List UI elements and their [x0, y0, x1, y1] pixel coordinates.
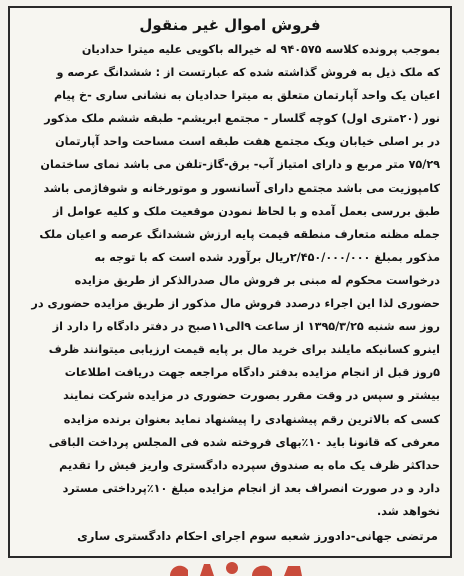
notice-line: دارد و در صورت انصراف بعد از انجام مزایده مبلغ ۱۰٪پرداختی مسترد	[62, 481, 440, 495]
notice-line: کسی که بالاترین رقم پیشنهادی را پیشنهاد نماید بعنوان برنده مزایده	[63, 412, 440, 426]
notice-line: درخواست محکوم له مبنی بر فروش مال صدرالذکر از طریق مزایده	[74, 273, 440, 287]
notice-line: حضوری لذا این اجراء درصدد فروش مال مذکور از طریق مزایده حضوری در	[31, 297, 440, 311]
notice-line: بموجب پرونده کلاسه ۹۴۰۵۷۵ له خیراله باکویی علیه میترا حدادیان	[81, 43, 440, 56]
notice-line: نخواهد شد.	[377, 504, 440, 518]
notice-line: ۵روز قبل از انجام مزایده بدفتر دادگاه مراجعه جهت دریافت اطلاعات	[64, 366, 440, 380]
notice-title: فروش اموال غیر منقول	[139, 16, 321, 34]
notice-line: جمله مظنه متعارف منطقه قیمت پایه ارزش ششدانگ عرصه و اعیان ملک	[39, 227, 440, 241]
notice-line: طبق بررسی بعمل آمده و با لحاظ نمودن موقعیت ملک و کلیه عوامل از	[52, 204, 440, 218]
notice-line: مذکور بمبلغ ۲/۴۵۰/۰۰۰/۰۰۰ریال برآورد شده است که با توجه به	[94, 250, 440, 264]
notice-frame	[8, 6, 452, 558]
notice-line: در بر اصلی خیابان ویک مجتمع هفت طبقه است مساحت واحد آپارتمان	[55, 135, 440, 149]
notice-line: اینرو کسانیکه مایلند برای خرید مال بر پایه قیمت ارزیابی میتوانند ظرف	[48, 343, 440, 357]
notice-line: روز سه شنبه ۱۳۹۵/۳/۲۵ از ساعت ۹الی۱۱صبح در دفتر دادگاه را دارد از	[52, 320, 440, 334]
publisher-logo-fragment	[160, 558, 310, 576]
notice-line: کامپوزیت می باشد مجتمع دارای آسانسور و موتورخانه و شوفاژمی باشد	[43, 181, 440, 195]
notice-line: بیشتر و سپس در وقت مقرر بصورت حضوری در مزایده شرکت نمایند	[63, 389, 440, 403]
signature-line: مرتضی جهانی-دادورز شعبه سوم اجرای احکام دادگستری ساری	[77, 528, 438, 543]
notice-line: اعیان یک واحد آپارتمان متعلق به میترا حدادیان به نشانی ساری -خ پیام	[53, 89, 440, 103]
notice-line: نور (۲۰متری اول) کوچه گلسار - مجتمع ابریشم- طبقه ششم ملک مذکور	[44, 112, 440, 126]
notice-line: ۷۵/۲۹ متر مربع و دارای امتیاز آب- برق-گاز-تلفن می باشد نمای ساختمان	[40, 158, 440, 172]
notice-body	[10, 38, 450, 523]
notice-line: حداکثر ظرف یک ماه به صندوق سپرده دادگستری واریز فیش را تقدیم	[59, 458, 440, 472]
notice-line: معرفی که قانونا باید ۱۰٪بهای فروخته شده فی المجلس پرداخت الباقی	[48, 435, 440, 449]
notice-line: که ملک ذیل به فروش گذاشته شده که عبارتست از : ششدانگ عرصه و	[56, 66, 440, 80]
